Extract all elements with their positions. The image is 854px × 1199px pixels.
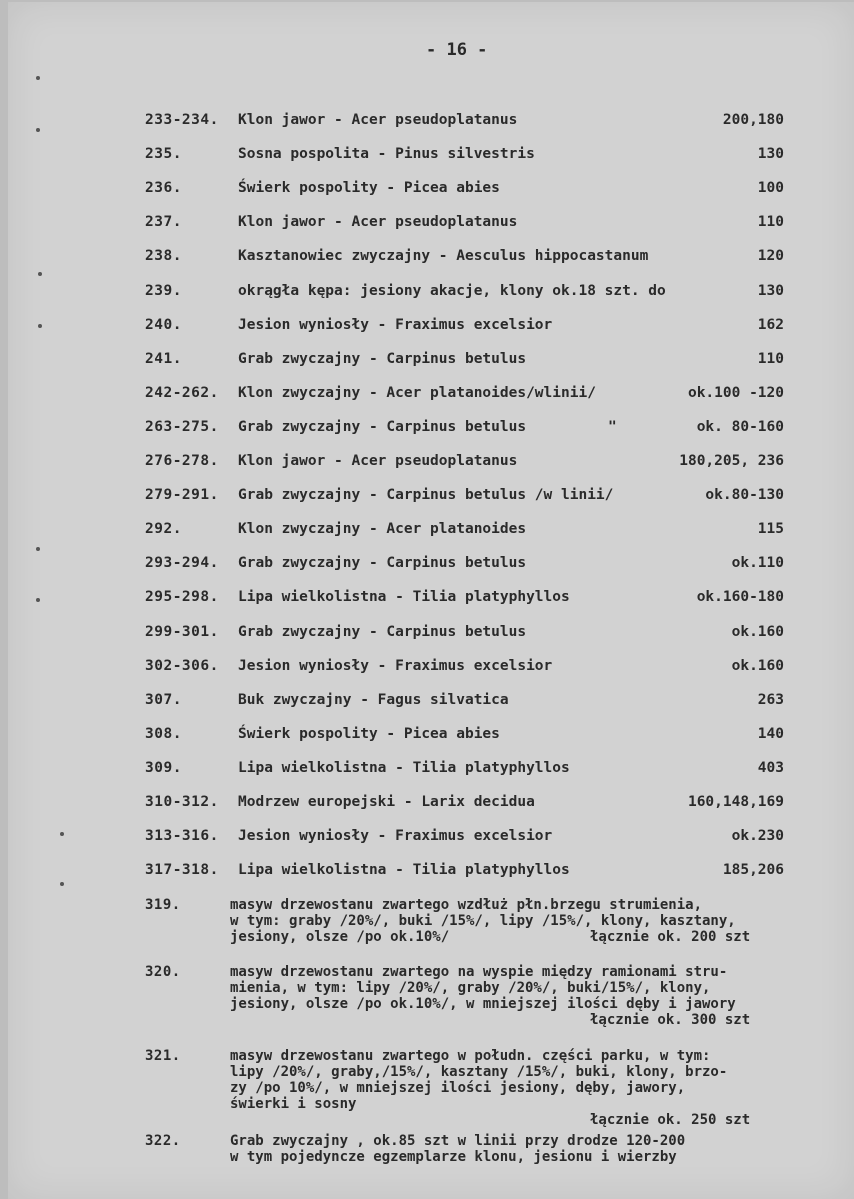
tree-row [8,317,854,341]
margin-speck [38,324,42,328]
tree-number: 299-301. [145,623,219,640]
tree-circumference: 162 [757,316,784,333]
tree-species: okrągła kępa: jesiony akacje, klony ok.18 szt. do [238,282,666,299]
tree-number: 263-275. [145,418,219,435]
tree-circumference: ok.160-180 [696,589,784,606]
page-number: - 16 - [426,40,488,60]
tree-row [8,146,854,170]
tree-species: Lipa wielkolistna - Tilia platyphyllos [238,759,570,776]
tree-circumference: 100 [757,180,784,197]
tree-row [8,624,854,648]
tree-number: 307. [145,691,182,708]
tree-circumference: 180,205, 236 [679,453,784,469]
tree-row [8,385,854,409]
tree-circumference: ok.230 [731,828,784,845]
tree-row [8,692,854,716]
tree-species: Świerk pospolity - Picea abies [238,725,500,742]
tree-species: Klon jawor - Acer pseudoplatanus [238,214,518,231]
tree-circumference: ok.80-130 [705,487,784,504]
margin-speck [36,547,40,551]
tree-species: Jesion wyniosły - Fraximus excelsior [238,316,553,333]
tree-number: 242-262. [145,384,219,401]
tree-circumference: 110 [757,350,784,367]
tree-circumference: ok.110 [731,555,784,572]
tree-row [8,351,854,375]
paragraph-line: zy /po 10%/, w mniejszej ilości jesiony, dęby, jawory, [230,1080,686,1096]
tree-number: 279-291. [145,487,219,504]
tree-row [8,726,854,750]
tree-circumference: ok.100 -120 [687,384,784,401]
tree-number: 322. [145,1133,181,1149]
document-page [8,2,854,1199]
margin-speck [36,76,40,80]
tree-circumference: ok.160 [731,657,784,674]
tree-species: Klon zwyczajny - Acer platanoides/wlinii/ [238,384,596,401]
tree-number: 236. [145,180,182,197]
margin-speck [60,882,64,886]
tree-species: Lipa wielkolistna - Tilia platyphyllos [238,862,570,879]
tree-number: 309. [145,759,182,776]
tree-circumference: 130 [757,146,784,163]
tree-circumference: 115 [757,521,784,538]
tree-number: 240. [145,316,182,333]
paragraph-line: w tym: graby /20%/, buki /15%/, lipy /15%/, klony, kasztany, [230,913,736,929]
tree-circumference: 130 [757,282,784,299]
margin-speck [36,598,40,602]
tree-species: Grab zwyczajny - Carpinus betulus [238,623,527,640]
tree-species: Świerk pospolity - Picea abies [238,180,500,197]
tree-species: Grab zwyczajny - Carpinus betulus [238,350,527,367]
tree-row [8,794,854,818]
tree-number: 238. [145,248,182,265]
paragraph-line: lipy /20%/, graby,/15%/, kasztany /15%/, buki, klony, brzo- [230,1064,728,1080]
margin-speck [38,272,42,276]
paragraph-line: masyw drzewostanu zwartego na wyspie między ramionami stru- [230,964,728,980]
tree-species: Klon jawor - Acer pseudoplatanus [238,112,518,128]
tree-number: 292. [145,521,182,538]
tree-number: 302-306. [145,657,219,674]
tree-row [8,214,854,238]
paragraph-line: w tym pojedyncze egzemplarze klonu, jesionu i wierzby [230,1149,677,1165]
tree-species: Modrzew europejski - Larix decidua [238,794,535,810]
paragraph-total: łącznie ok. 250 szt [590,1112,751,1128]
tree-number: 276-278. [145,453,219,469]
tree-number: 235. [145,146,182,163]
tree-circumference: ok.160 [731,623,784,640]
tree-row [8,487,854,511]
paragraph-total: łącznie ok. 200 szt [590,929,751,945]
tree-circumference: 160,148,169 [687,794,784,810]
tree-number: 293-294. [145,555,219,572]
tree-species: Grab zwyczajny - Carpinus betulus [238,555,527,572]
tree-row [8,862,854,886]
tree-species: Jesion wyniosły - Fraximus excelsior [238,657,553,674]
tree-circumference: 185,206 [722,862,784,879]
tree-row [8,760,854,784]
tree-row [8,555,854,579]
paragraph-line: świerki i sosny [230,1096,357,1112]
margin-speck [36,128,40,132]
ditto-mark: " [608,418,617,435]
tree-number: 295-298. [145,589,219,606]
paragraph-line: masyw drzewostanu zwartego w połudn. części parku, w tym: [230,1048,711,1064]
tree-circumference: 110 [757,214,784,231]
tree-species: Sosna pospolita - Pinus silvestris [238,146,535,163]
margin-speck [60,832,64,836]
tree-row [8,828,854,852]
tree-row [8,521,854,545]
tree-number: 237. [145,214,182,231]
paragraph-line: jesiony, olsze /po ok.10%/ [230,929,450,945]
tree-species: Klon zwyczajny - Acer platanoides [238,521,527,538]
tree-species: Jesion wyniosły - Fraximus excelsior [238,828,553,845]
tree-row [8,658,854,682]
tree-row [8,419,854,443]
tree-number: 310-312. [145,794,219,810]
paragraph-line: jesiony, olsze /po ok.10%/, w mniejszej ilości dęby i jawory [230,996,736,1012]
tree-number: 241. [145,350,182,367]
paragraph-total: łącznie ok. 300 szt [590,1012,751,1028]
tree-species: Lipa wielkolistna - Tilia platyphyllos [238,589,570,606]
tree-number: 319. [145,897,181,913]
tree-species: Grab zwyczajny - Carpinus betulus /w linii/ [238,487,614,504]
tree-row [8,180,854,204]
paragraph-line: Grab zwyczajny , ok.85 szt w linii przy drodze 120-200 [230,1133,686,1149]
tree-number: 320. [145,964,181,980]
tree-number: 321. [145,1048,181,1064]
tree-circumference: 263 [757,691,784,708]
tree-species: Klon jawor - Acer pseudoplatanus [238,453,518,469]
tree-row [8,453,854,477]
tree-circumference: ok. 80-160 [696,418,784,435]
tree-row [8,112,854,136]
tree-circumference: 140 [757,725,784,742]
tree-species: Grab zwyczajny - Carpinus betulus [238,418,527,435]
tree-species: Kasztanowiec zwyczajny - Aesculus hippocastanum [238,248,649,265]
tree-circumference: 403 [757,759,784,776]
paragraph-line: mienia, w tym: lipy /20%/, graby /20%/, buki/15%/, klony, [230,980,711,996]
tree-row [8,589,854,613]
tree-circumference: 120 [757,248,784,265]
tree-number: 308. [145,725,182,742]
tree-row [8,248,854,272]
paragraph-line: masyw drzewostanu zwartego wzdłuż płn.brzegu strumienia, [230,897,703,913]
tree-number: 317-318. [145,862,219,879]
tree-number: 313-316. [145,828,219,845]
tree-species: Buk zwyczajny - Fagus silvatica [238,691,509,708]
tree-row [8,283,854,307]
tree-number: 233-234. [145,112,219,128]
tree-number: 239. [145,282,182,299]
tree-circumference: 200,180 [722,112,784,128]
